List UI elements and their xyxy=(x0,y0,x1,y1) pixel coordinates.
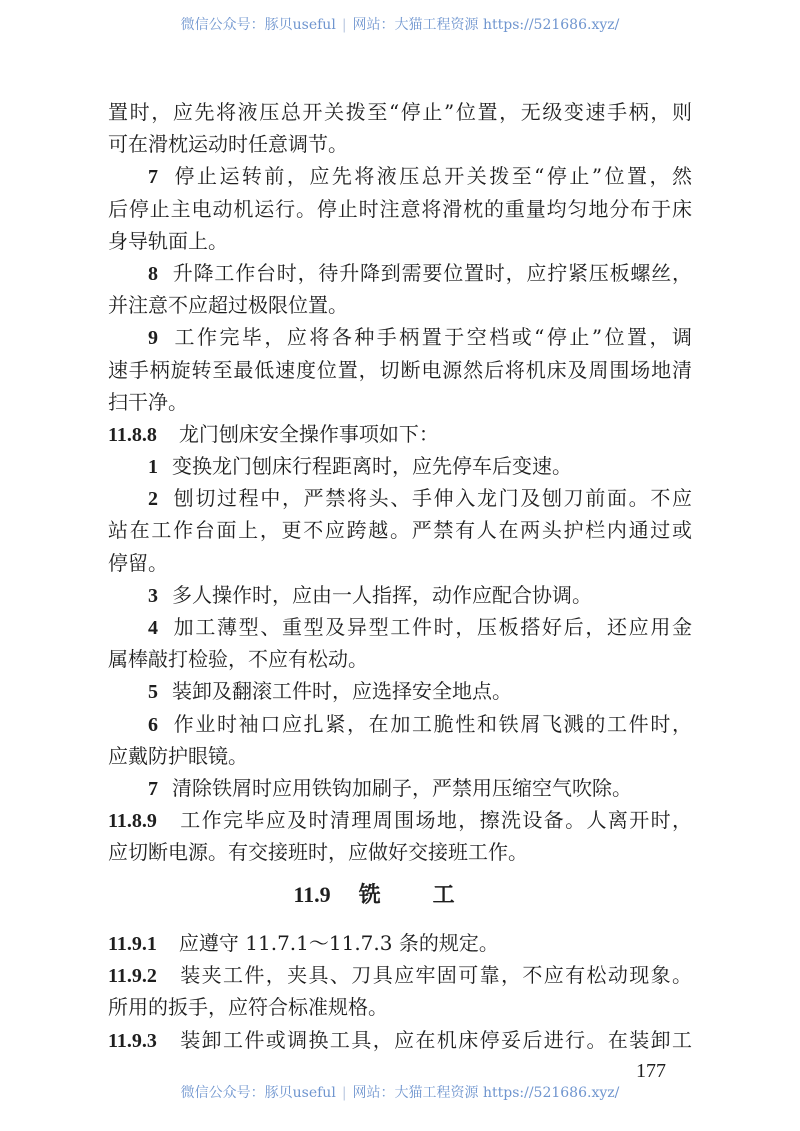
text-line xyxy=(108,708,692,740)
section-heading-title: 铣工 xyxy=(358,882,507,908)
body-text-part1 xyxy=(108,96,692,869)
line-text: 身导轨面上。 xyxy=(108,228,228,253)
text-line xyxy=(108,740,692,772)
text-line xyxy=(108,804,692,836)
text-line xyxy=(108,96,692,128)
line-text: 站在工作台面上，更不应跨越。严禁有人在两头护栏内通过或 xyxy=(108,518,692,543)
text-line xyxy=(108,257,692,289)
line-text: 应切断电源。有交接班时，应做好交接班工作。 xyxy=(108,840,528,865)
item-number: 3 xyxy=(148,584,158,607)
item-number: 7 xyxy=(148,166,158,189)
text-line xyxy=(108,386,692,418)
line-text: 刨切过程中，严禁将头、手伸入龙门及刨刀前面。不应 xyxy=(172,486,692,511)
watermark-wechat: 微信公众号：豚贝useful xyxy=(180,1085,336,1101)
text-line xyxy=(108,354,692,386)
section-heading xyxy=(0,878,800,912)
item-number: 2 xyxy=(148,488,158,511)
item-number: 6 xyxy=(148,713,158,736)
body-text-part2 xyxy=(108,927,692,1056)
text-line xyxy=(108,675,692,707)
item-number: 8 xyxy=(148,262,158,285)
watermark-footer xyxy=(0,1082,800,1102)
line-text: 停止运转前，应先将液压总开关拨至“停止”位置，然 xyxy=(172,164,692,189)
watermark-website: 网站：大猫工程资源 https://521686.xyz/ xyxy=(352,1085,620,1101)
watermark-header xyxy=(0,14,800,34)
line-text: 装卸及翻滚工件时，应选择安全地点。 xyxy=(172,679,512,704)
item-number: 5 xyxy=(148,681,158,704)
page-number: 177 xyxy=(636,1060,666,1082)
line-text: 加工薄型、重型及异型工件时，压板搭好后，还应用金 xyxy=(172,615,692,639)
line-text: 应遵守 11.7.1～11.7.3 条的规定。 xyxy=(178,931,499,955)
line-text: 工作完毕应及时清理周围场地，擦洗设备。人离开时， xyxy=(178,808,692,833)
line-text: 置时，应先将液压总开关拨至“停止”位置，无级变速手柄，则 xyxy=(108,100,692,124)
line-text: 可在滑枕运动时任意调节。 xyxy=(108,132,348,157)
text-line xyxy=(108,772,692,804)
line-text: 所用的扳手，应符合标准规格。 xyxy=(108,995,388,1020)
text-line xyxy=(108,289,692,321)
line-text: 扫干净。 xyxy=(108,389,188,414)
text-line xyxy=(108,836,692,868)
line-text: 装夹工件，夹具、刀具应牢固可靠，不应有松动现象。 xyxy=(178,963,692,988)
line-text: 变换龙门刨床行程距离时，应先停车后变速。 xyxy=(172,454,572,479)
line-text: 停留。 xyxy=(108,550,168,575)
line-text: 作业时袖口应扎紧，在加工脆性和铁屑飞溅的工件时， xyxy=(172,711,692,736)
clause-number: 11.9.2 xyxy=(108,965,157,988)
line-text: 速手柄旋转至最低速度位置，切断电源然后将机床及周围场地清 xyxy=(108,357,692,382)
text-line xyxy=(108,959,692,991)
clause-number: 11.8.9 xyxy=(108,810,157,833)
text-line xyxy=(108,418,692,450)
text-line xyxy=(108,1024,692,1056)
line-text: 清除铁屑时应用铁钩加刷子，严禁用压缩空气吹除。 xyxy=(172,775,632,800)
text-line xyxy=(108,991,692,1023)
section-heading-number: 11.9 xyxy=(293,882,331,907)
clause-number: 11.9.1 xyxy=(108,933,157,955)
text-line xyxy=(108,193,692,225)
line-text: 工作完毕，应将各种手柄置于空档或“停止”位置，调 xyxy=(172,325,692,350)
text-line xyxy=(108,514,692,546)
item-number: 4 xyxy=(148,617,158,639)
line-text: 装卸工件或调换工具，应在机床停妥后进行。在装卸工 xyxy=(178,1027,692,1052)
clause-number: 11.8.8 xyxy=(108,423,157,446)
item-number: 7 xyxy=(148,777,158,800)
text-line xyxy=(108,128,692,160)
line-text: 多人操作时，应由一人指挥，动作应配合协调。 xyxy=(172,582,592,607)
text-line xyxy=(108,643,692,675)
text-line xyxy=(108,927,692,959)
line-text: 应戴防护眼镜。 xyxy=(108,743,248,768)
text-line xyxy=(108,482,692,514)
item-number: 9 xyxy=(148,327,158,350)
line-text: 属棒敲打检验，不应有松动。 xyxy=(108,647,368,672)
line-text: 升降工作台时，待升降到需要位置时，应拧紧压板螺丝， xyxy=(172,260,692,285)
watermark-separator: | xyxy=(341,17,347,33)
clause-number: 11.9.3 xyxy=(108,1029,157,1052)
text-line xyxy=(108,611,692,643)
line-text: 龙门刨床安全操作事项如下： xyxy=(178,421,439,446)
text-line xyxy=(108,321,692,353)
line-text: 后停止主电动机运行。停止时注意将滑枕的重量均匀地分布于床 xyxy=(108,196,692,221)
item-number: 1 xyxy=(148,456,158,479)
line-text: 并注意不应超过极限位置。 xyxy=(108,293,348,318)
text-line xyxy=(108,450,692,482)
watermark-wechat: 微信公众号：豚贝useful xyxy=(180,17,336,33)
text-line xyxy=(108,547,692,579)
text-line xyxy=(108,225,692,257)
text-line xyxy=(108,160,692,192)
text-line xyxy=(108,579,692,611)
watermark-separator: | xyxy=(341,1085,347,1101)
watermark-website: 网站：大猫工程资源 https://521686.xyz/ xyxy=(352,17,620,33)
